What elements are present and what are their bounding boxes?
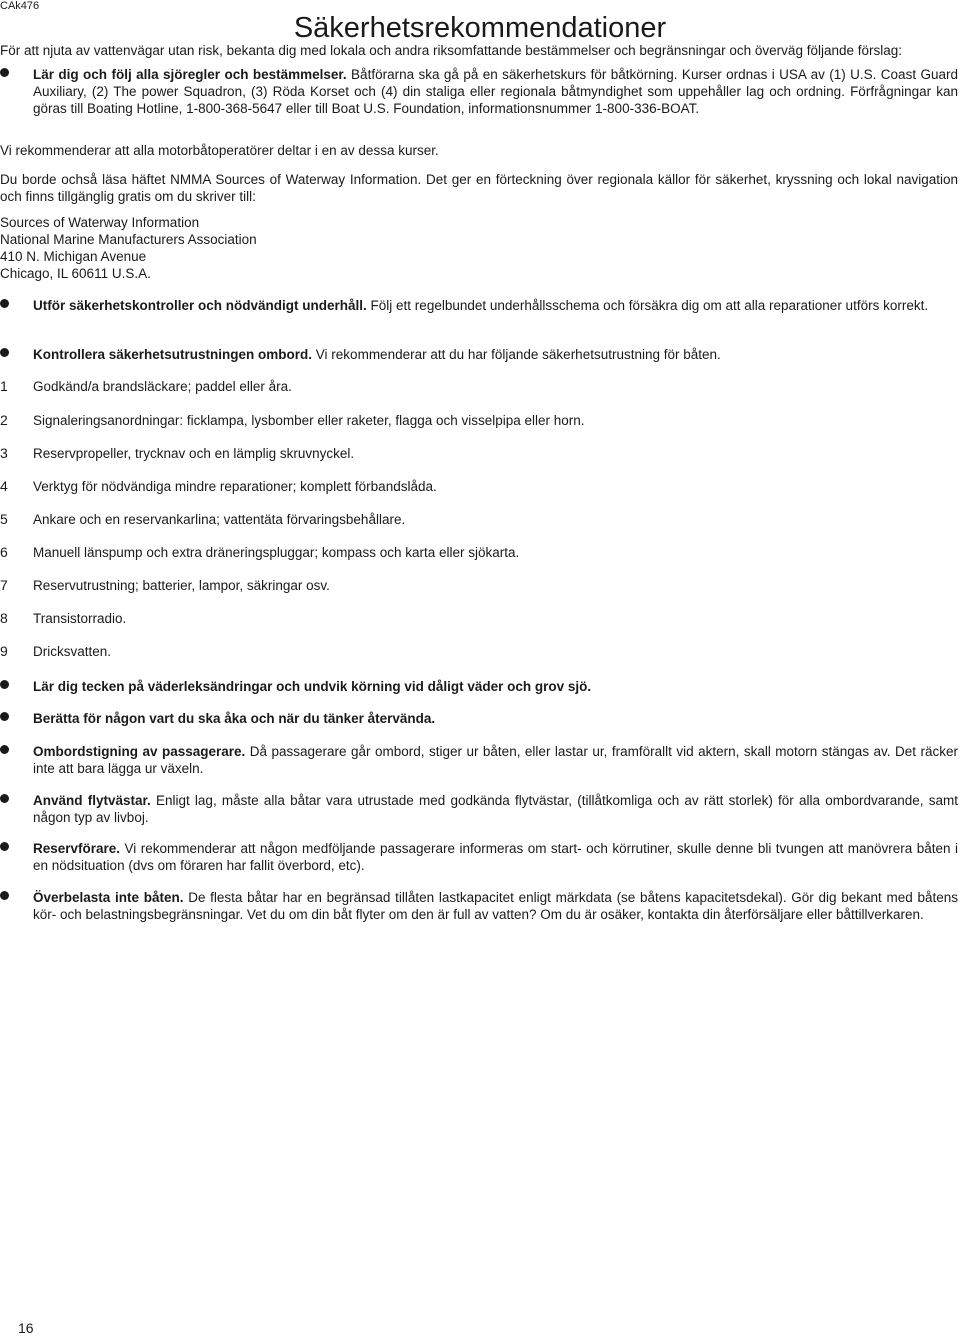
reserve-driver-heading: Reservförare. bbox=[33, 841, 121, 856]
address-line: Sources of Waterway Information bbox=[0, 215, 200, 230]
list-item-number: 2 bbox=[0, 412, 8, 428]
maintenance-text: Följ ett regelbundet underhållsschema och försäkra dig om att alla reparationer utförs korrekt. bbox=[366, 298, 929, 313]
page-title: Säkerhetsrekommendationer bbox=[293, 12, 667, 44]
list-item: Dricksvatten. bbox=[33, 644, 112, 659]
intro-paragraph: För att njuta av vattenvägar utan risk, bekanta dig med lokala och andra riksomfattande bestämmelser och begränsningar och överväg följande förslag: bbox=[0, 43, 903, 58]
rules-paragraph bbox=[33, 66, 958, 117]
list-item-number: 4 bbox=[0, 478, 8, 494]
courses-paragraph: Vi rekommenderar att alla motorbåtoperatörer deltar i en av dessa kurser. bbox=[0, 143, 439, 158]
bullet-icon bbox=[0, 842, 9, 851]
list-item: Ankare och en reservankarlina; vattentäta förvaringsbehållare. bbox=[33, 512, 406, 527]
maintenance-paragraph bbox=[33, 297, 958, 314]
list-item: Reservutrustning; batterier, lampor, säkringar osv. bbox=[33, 578, 330, 593]
list-item: Signaleringsanordningar: ficklampa, lysbomber eller raketer, flagga och visselpipa eller horn. bbox=[33, 413, 585, 428]
list-item: Godkänd/a brandsläckare; paddel eller åra. bbox=[33, 379, 292, 394]
overload-text: De flesta båtar har en begränsad tillåten lastkapacitet enligt märkdata (se båtens kapacitetsdekal). Gör dig bekant med båtens kör- och belastningsbegränsningar. Vet du om din båt flyter om den är full av vatten? Om du är osäker, kontakta din återförsäljare eller båttillverkaren. bbox=[33, 890, 958, 922]
reserve-driver-paragraph bbox=[33, 840, 958, 874]
tell-paragraph bbox=[33, 710, 958, 727]
list-item-number: 6 bbox=[0, 544, 8, 560]
boarding-heading: Ombordstigning av passagerare. bbox=[33, 744, 246, 759]
equipment-heading: Kontrollera säkerhetsutrustningen ombord. bbox=[33, 347, 313, 362]
overload-paragraph bbox=[33, 889, 958, 923]
rules-heading: Lär dig och följ alla sjöregler och bestämmelser. bbox=[33, 67, 347, 82]
tell-heading: Berätta för någon vart du ska åka och när du tänker återvända. bbox=[33, 711, 436, 726]
list-item-number: 3 bbox=[0, 445, 8, 461]
lifejackets-paragraph bbox=[33, 792, 958, 826]
address-line: 410 N. Michigan Avenue bbox=[0, 249, 147, 264]
booklet-paragraph: Du borde ochså läsa häftet NMMA Sources of Waterway Information. Det ger en förteckning över regionala källor för säkerhet, kryssning och lokal navigation och finns tillgänglig gratis om du skriver till: bbox=[0, 172, 958, 204]
bullet-icon bbox=[0, 68, 9, 77]
address-line: National Marine Manufacturers Association bbox=[0, 232, 257, 247]
weather-paragraph bbox=[33, 678, 958, 695]
list-item-number: 9 bbox=[0, 643, 8, 659]
mailing-address bbox=[0, 214, 257, 282]
lifejackets-heading: Använd flytvästar. bbox=[33, 793, 151, 808]
lifejackets-text: Enligt lag, måste alla båtar vara utrustade med godkända flytvästar, (tillåtkomliga och av rätt storlek) för alla ombordvarande, samt någon typ av livboj. bbox=[33, 793, 958, 825]
bullet-icon bbox=[0, 794, 9, 803]
rules-text: Båtförarna ska gå på en säkerhetskurs för båtkörning. Kurser ordnas i USA av (1) U.S. Coast Guard Auxiliary, (2) The power Squadron, (3) Röda Korset och (4) din staliga eller regionala båtmyndighet som uppehåller lag och ordning. Förfrågningar kan göras till Boating Hotline, 1-800-368-5647 eller till Boat U.S. Foundation, informationsnummer 1-800-336-BOAT. bbox=[33, 67, 958, 116]
equipment-paragraph bbox=[33, 346, 958, 363]
maintenance-heading: Utför säkerhetskontroller och nödvändigt underhåll. bbox=[33, 298, 367, 313]
address-line: Chicago, IL 60611 U.S.A. bbox=[0, 266, 151, 281]
bullet-icon bbox=[0, 299, 9, 308]
list-item: Verktyg för nödvändiga mindre reparationer; komplett förbandslåda. bbox=[33, 479, 437, 494]
list-item: Manuell länspump och extra dräneringspluggar; kompass och karta eller sjökarta. bbox=[33, 545, 520, 560]
bullet-icon bbox=[0, 680, 9, 689]
page-number: 16 bbox=[18, 1320, 34, 1336]
bullet-icon bbox=[0, 348, 9, 357]
list-item-number: 5 bbox=[0, 511, 8, 527]
list-item-number: 7 bbox=[0, 577, 8, 593]
weather-heading: Lär dig tecken på väderleksändringar och undvik körning vid dåligt väder och grov sjö. bbox=[33, 679, 592, 694]
boarding-paragraph bbox=[33, 743, 958, 777]
boarding-text: Då passagerare går ombord, stiger ur båten, eller lastar ur, framförallt vid aktern, skall motorn stängas av. Det räcker inte att bara lägga ur växeln. bbox=[33, 744, 959, 776]
list-item: Reservpropeller, trycknav och en lämplig skruvnyckel. bbox=[33, 446, 355, 461]
document-code: CAk476 bbox=[0, 0, 40, 12]
overload-heading: Överbelasta inte båten. bbox=[33, 890, 184, 905]
list-item: Transistorradio. bbox=[33, 611, 127, 626]
bullet-icon bbox=[0, 891, 9, 900]
reserve-driver-text: Vi rekommenderar att någon medföljande passagerare informeras om start- och körrutiner, skulle denne bli tvungen att manövrera båten i en nödsituation (dvs om föraren har fallit överbord, etc). bbox=[33, 841, 958, 873]
list-item-number: 8 bbox=[0, 610, 8, 626]
equipment-text: Vi rekommenderar att du har följande säkerhetsutrustning för båten. bbox=[312, 347, 721, 362]
bullet-icon bbox=[0, 712, 9, 721]
list-item-number: 1 bbox=[0, 378, 8, 394]
bullet-icon bbox=[0, 745, 9, 754]
